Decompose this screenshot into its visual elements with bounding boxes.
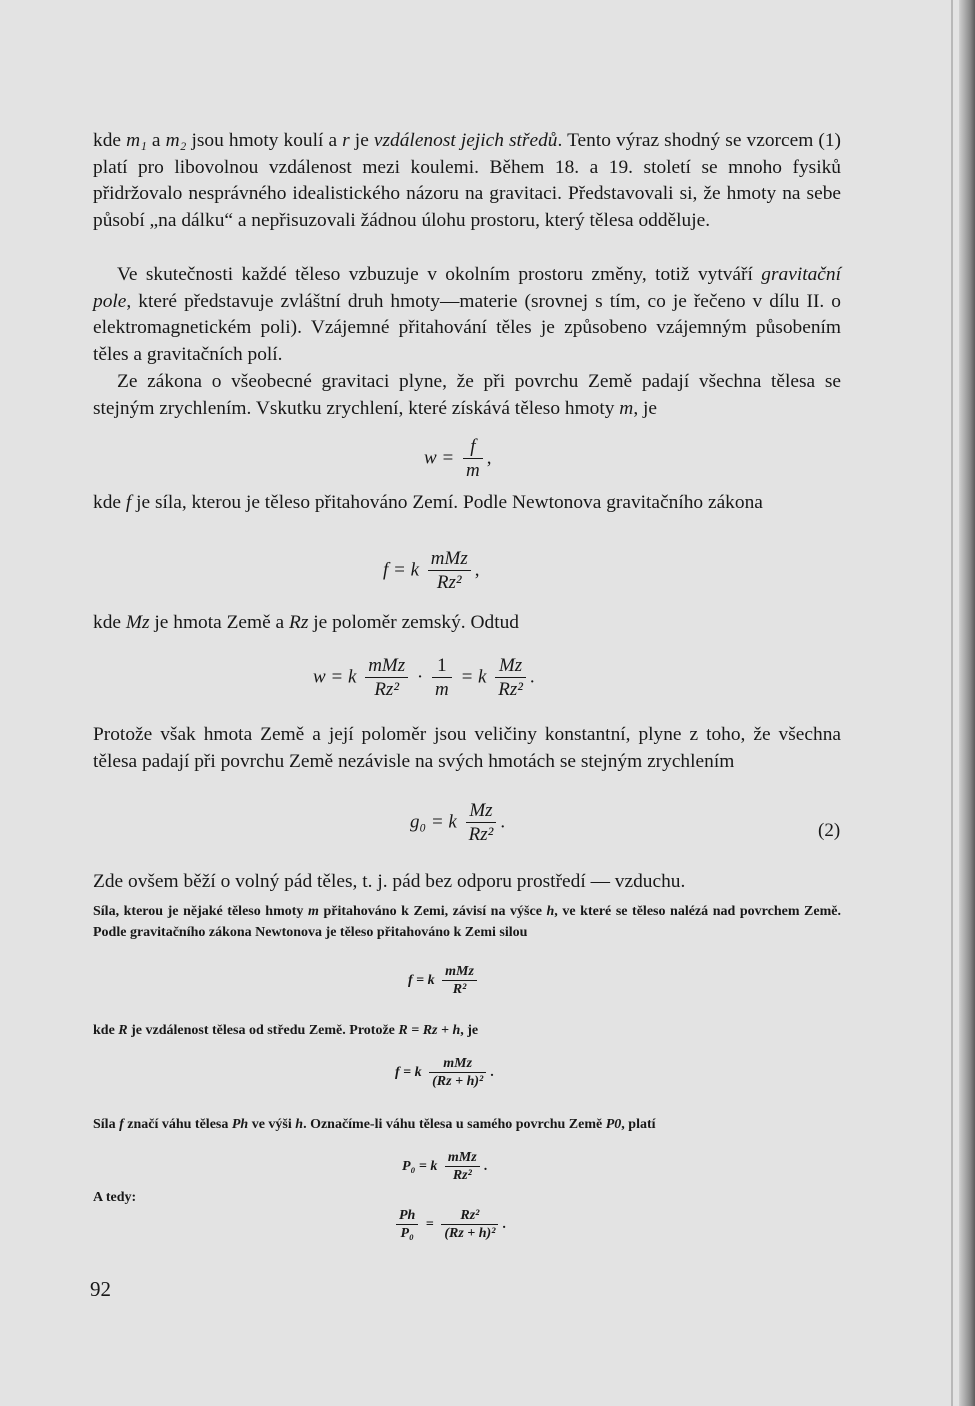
note-height-dependence: Síla, kterou je nějaké těleso hmoty m přitahováno k Zemi, závisí na výšce h, ve které se těleso nalézá nad povrchem Země. Podle gravitačního zákona Newtonova je těleso přitahováno k Zemi silou (93, 904, 841, 940)
paragraph-earth-mass: kde Mz je hmota Země a Rz je poloměr zemský. Odtud (93, 612, 519, 633)
equation-f-gravity: f = k $\frac{\text{mMz}}{\text{Rz²}}$ , (383, 548, 480, 593)
equation-P0: P₀ = k $\frac{\text{mMz}}{\text{Rz²}}$ . (402, 1150, 488, 1183)
equation-ratio: $\frac{Ph}{\text{P₀}}$ = $\frac{\text{Rz²}}{\text{(Rz + h)²}}$ . (392, 1208, 506, 1242)
paragraph-acceleration: Ze zákona o všeobecné gravitaci plyne, že při povrchu Země padají všechna tělesa se stejným zrychlením. Vskutku zrychlení, které získává těleso hmoty m, je (93, 371, 841, 419)
fraction: $\frac{\text{mMz}}{\text{Rz²}}$ (428, 548, 471, 594)
fraction: $\frac{Mz}{\text{Rz²}}$ (495, 655, 526, 701)
equation-f-R: f = k $\frac{\text{mMz}}{\text{R²}}$ (408, 964, 481, 998)
equation-w: w = $\frac{f}{m}$ , (424, 436, 492, 481)
equation-f-h: f = k $\frac{\text{mMz}}{\text{(Rz + h)²}}$ . (395, 1056, 494, 1089)
a-tedy-label: A tedy: (93, 1190, 137, 1205)
page-edge-line (951, 0, 953, 1406)
paragraph-free-fall: Zde ovšem běží o volný pád těles, t. j. pád bez odporu prostředí — vzduchu. (93, 871, 686, 892)
fraction: $\frac{\text{mMz}}{\text{(Rz + h)²}}$ (429, 1056, 486, 1090)
fraction: $\frac{\text{mMz}}{\text{Rz²}}$ (365, 655, 408, 701)
fraction: $\frac{\text{mMz}}{\text{R²}}$ (442, 964, 477, 998)
fraction: $\frac{Ph}{\text{P₀}}$ (396, 1208, 418, 1242)
note-distance: kde R je vzdálenost tělesa od středu Země. Protože R = Rz + h, je (93, 1023, 479, 1038)
fraction: $\frac{\text{mMz}}{\text{Rz²}}$ (445, 1150, 480, 1184)
equation-w-derivation: w = k $\frac{\text{mMz}}{\text{Rz²}}$ · $\frac{1}{m}$ = k $\frac{Mz}{\text{Rz²}}$ . (313, 655, 535, 700)
paragraph-intro: kde m₁ a m₂ jsou hmoty koulí a r je vzdálenost jejich středů. Tento výraz shodný se vzorcem (1) platí pro libovolnou vzdálenost mezi koulemi. Během 18. a 19. století se mnoho fysiků přidržovalo nesprávného idealistického názoru na gravitaci. Představovali si, že hmoty na sebe působí „na dálku“ a nepřisuzovali žádnou úlohu prostoru, který tělesa odděluje. (93, 130, 841, 231)
page-edge-shadow (959, 0, 975, 1406)
fraction: $\frac{1}{m}$ (432, 655, 452, 701)
fraction: $\frac{f}{m}$ (463, 436, 483, 482)
equation-g0: g₀ = k $\frac{Mz}{\text{Rz²}}$ . (410, 800, 506, 845)
page-number: 92 (90, 1277, 111, 1301)
note-weight: Síla f značí váhu tělesa Ph ve výši h. Označíme-li váhu tělesa u samého povrchu Země P0, platí (93, 1117, 656, 1132)
equation-number: (2) (818, 820, 841, 841)
paragraph-constant: Protože však hmota Země a její poloměr jsou veličiny konstantní, plyne z toho, že všechna tělesa padají při povrchu Země nezávisle na svých hmotách se stejným zrychlením (93, 724, 841, 772)
fraction: $\frac{\text{Rz²}}{\text{(Rz + h)²}}$ (441, 1208, 498, 1242)
paragraph-force: kde f je síla, kterou je těleso přitahováno Zemí. Podle Newtonova gravitačního zákona (93, 492, 763, 513)
fraction: $\frac{Mz}{\text{Rz²}}$ (466, 800, 497, 846)
paragraph-gravitational-field: Ve skutečnosti každé těleso vzbuzuje v okolním prostoru změny, totiž vytváří gravitační pole, které představuje zvláštní druh hmoty—materie (srovnej s tím, co je řečeno v dílu II. o elektromagnetickém poli). Vzájemné přitahování těles je způsobeno vzájemným působením těles a gravitačních polí. (93, 264, 841, 365)
